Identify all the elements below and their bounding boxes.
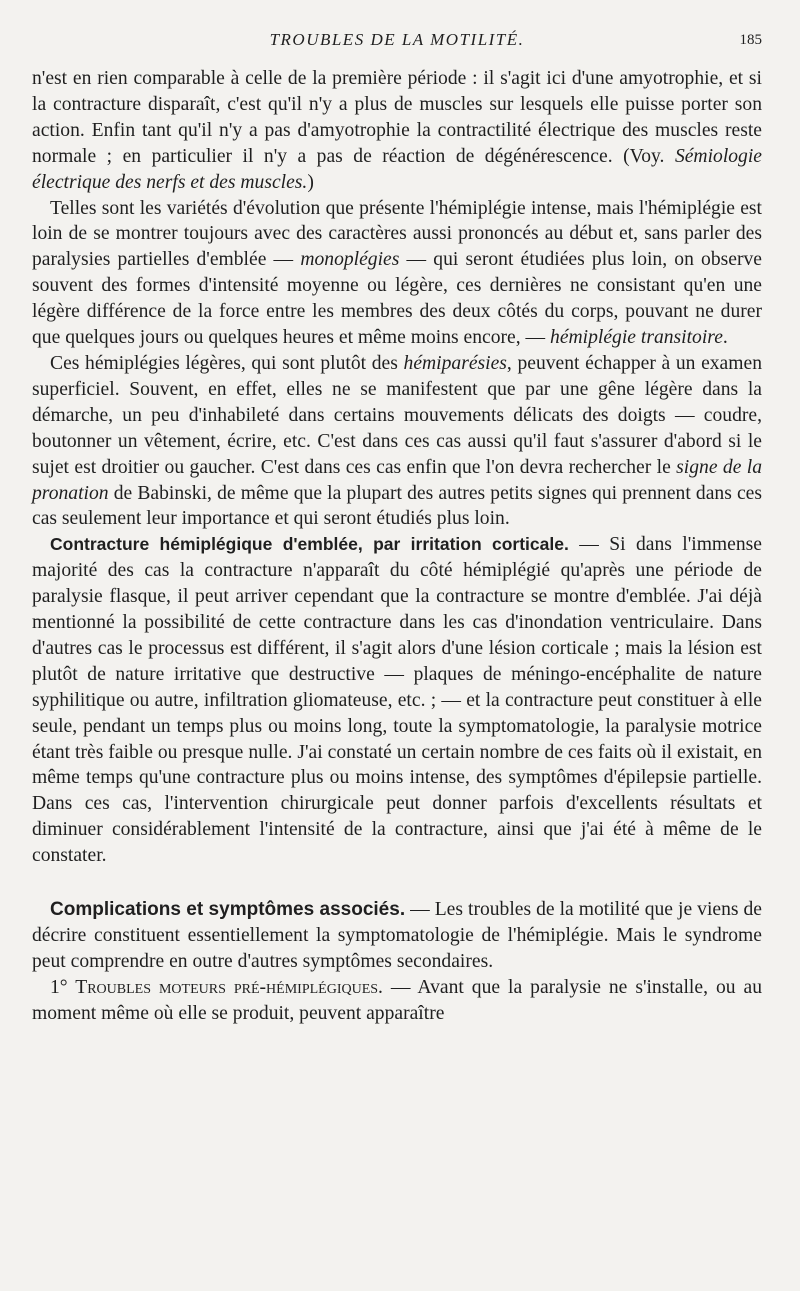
- paragraph-2: [32, 196, 762, 351]
- paragraph-3: [32, 351, 762, 532]
- paragraph-text: Ces hémiplégies légères, qui sont plutôt des: [50, 352, 404, 374]
- paragraph-text: Telles sont les variétés d'évolution que présente l'hémiplégie intense, mais l'hémiplégie est loin de se montrer toujours avec des caractères aussi prononcés au début et, sans parler des paralysies partielles d'emblée —: [32, 197, 762, 271]
- runin-heading: Contracture hémiplégique d'emblée, par irritation corticale.: [50, 534, 569, 555]
- italic-term: signe de la pronation: [32, 456, 763, 504]
- paragraph-text: — qui seront étudiées plus loin, on observe souvent des formes d'intensité moyenne ou légère, ces dernières ne consistant qu'en une légère différence de la force entre les membres des deux côtés du corps, pouvant ne durer que quelques jours ou quelques heures et même moins encore, —: [32, 249, 762, 349]
- paragraph-text: de Babinski, de même que la plupart des autres petits signes qui prennent dans ces cas seulement leur importance et qui seront étudiés plus loin.: [32, 482, 762, 530]
- paragraph-text: — Si dans l'immense majorité des cas la contracture n'apparaît du côté hémiplégié qu'après une période de paralysie flasque, il peut arriver cependant que la contracture se montre d'emblée. J'ai déjà mentionné la possibilité de cette contracture dans les cas d'inondation ventriculaire. Dans d'autres cas le processus est différent, il s'agit alors d'une lésion corticale ; mais la lésion est plutôt de nature irritative que destructive — plaques de méningo-encéphalite de nature syphilitique ou autre, infiltration gliomateuse, etc. ; — et la contracture peut constituer à elle seule, pendant un temps plus ou moins long, toute la symptomatologie, la paralysie motrice étant très faible ou presque nulle. J'ai constaté un certain nombre de ces faits où il existait, en même temps qu'une contracture plus ou moins intense, des symptômes d'épilepsie partielle. Dans ces cas, l'intervention chirurgicale peut donner parfois d'excellents résultats et diminuer considérablement l'intensité de la contracture, ainsi que j'ai été à même de le constater.: [32, 534, 762, 867]
- italic-term: hémiplégie transitoire: [550, 327, 723, 349]
- page-header: [32, 30, 762, 54]
- paragraph-6: [32, 975, 762, 1027]
- paragraph-text: — Avant que la paralysie ne s'installe, ou au moment même où elle se produit, peuvent apparaître: [32, 976, 762, 1024]
- body-text: [32, 66, 762, 1027]
- paragraph-text: .: [722, 327, 728, 349]
- cross-reference: Sémiologie électrique des nerfs et des muscles.: [32, 145, 762, 193]
- paragraph-text: n'est en rien comparable à celle de la première période : il s'agit ici d'une amyotrophie, et si la contracture disparaît, c'est qu'il n'y a plus de muscles sur lesquels elle puisse porter son action. Enfin tant qu'il n'y a pas d'amyotrophie la contractilité électrique des muscles reste normale ; en particulier il n'y a pas de réaction de dégénérescence. (Voy.: [32, 68, 762, 167]
- paragraph-text: ): [307, 171, 314, 193]
- section-heading: Complications et symptômes associés.: [50, 899, 406, 921]
- paragraph-1: [32, 66, 762, 196]
- paragraph-text: — Les troubles de la motilité que je viens de décrire constituent essentiellement la symptomatologie de l'hémiplégie. Mais le syndrome peut comprendre en outre d'autres symptômes secondaires.: [32, 899, 762, 972]
- paragraph-text: , peuvent échapper à un examen superficiel. Souvent, en effet, elles ne se manifestent que par une gêne légère dans la démarche, un peu d'inhabileté dans certains mouvements délicats des doigts — coudre, boutonner un vêtement, écrire, etc. C'est dans ces cas aussi qu'il faut s'assurer d'abord si le sujet est droitier ou gaucher. C'est dans ces cas enfin que l'on devra rechercher le: [32, 352, 762, 478]
- italic-term: monoplégies: [300, 249, 400, 271]
- page-number: 185: [739, 32, 762, 48]
- smallcaps-heading: 1° Troubles moteurs pré-hémiplégiques.: [50, 976, 383, 998]
- italic-term: hémiparésies: [403, 352, 507, 374]
- paragraph-5: [32, 897, 762, 975]
- paragraph-4: [32, 532, 762, 869]
- running-title: TROUBLES DE LA MOTILITÉ.: [269, 30, 525, 49]
